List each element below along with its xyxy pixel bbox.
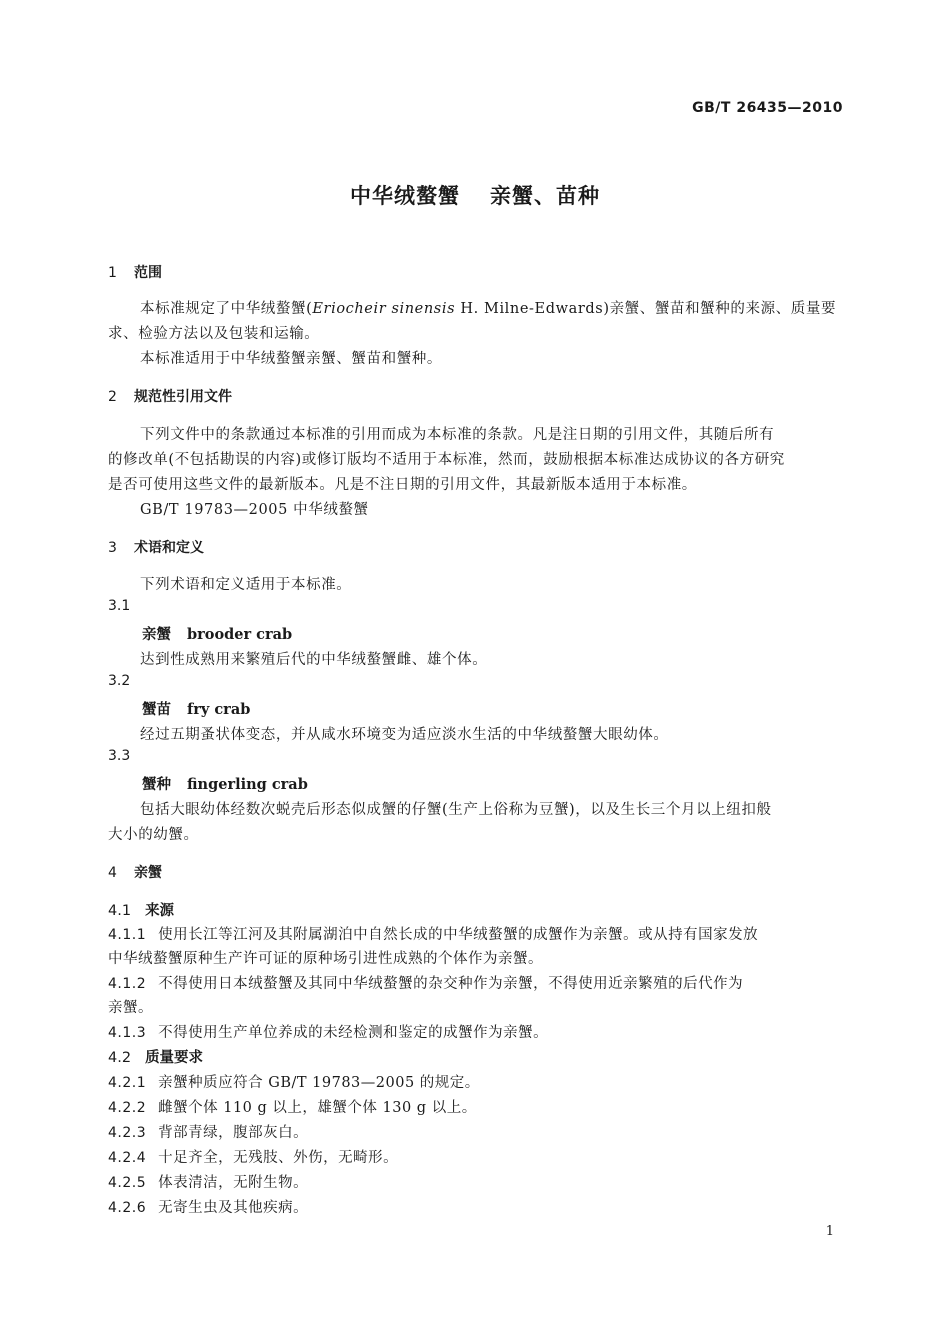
clause-4-1-1-cont: 中华绒螯蟹原种生产许可证的原种场引进性成熟的个体作为亲蟹。: [108, 951, 543, 967]
term-definition: 经过五期蚤状体变态，并从咸水环境变为适应淡水生活的中华绒螯蟹大眼幼体。: [140, 727, 669, 743]
section-4-heading: 4 亲蟹: [108, 865, 162, 881]
section-1-paragraph-1: 本标准规定了中华绒螯蟹(Eriocheir sinensis H. Milne-Edwards)亲蟹、蟹苗和蟹种的来源、质量要: [140, 301, 837, 317]
clause-4-1-2: 4.1.2 不得使用日本绒螯蟹及其同中华绒螯蟹的杂交种作为亲蟹，不得使用近亲繁殖的后代作为: [108, 976, 744, 992]
standard-number: GB/T 26435—2010: [692, 100, 843, 116]
section-1-heading: 1 范围: [108, 265, 162, 281]
title-part-2: 亲蟹、苗种: [490, 184, 600, 208]
term-heading: 亲蟹 brooder crab: [142, 626, 293, 643]
term-number: 3.1: [108, 598, 131, 614]
clause-4-1-1: 4.1.1 使用长江等江河及其附属湖泊中自然长成的中华绒螯蟹的成蟹作为亲蟹。或从持有国家发放: [108, 927, 759, 943]
clause-4-1-3: 4.1.3 不得使用生产单位养成的未经检测和鉴定的成蟹作为亲蟹。: [108, 1025, 549, 1041]
section-1-paragraph-2: 本标准适用于中华绒螯蟹亲蟹、蟹苗和蟹种。: [140, 351, 442, 367]
subsection-4-2-heading: 4.2 质量要求: [108, 1050, 204, 1066]
clause-4-2-6: 4.2.6 无寄生虫及其他疾病。: [108, 1200, 309, 1216]
term-definition-cont: 大小的幼蟹。: [108, 827, 199, 843]
term-number: 3.2: [108, 673, 131, 689]
section-2-paragraph-line-2: 的修改单(不包括勘误的内容)或修订版均不适用于本标准，然而，鼓励根据本标准达成协议的各方研究: [108, 452, 785, 468]
term-number: 3.3: [108, 748, 131, 764]
clause-4-2-2: 4.2.2 雌蟹个体 110 g 以上，雄蟹个体 130 g 以上。: [108, 1100, 477, 1116]
normative-reference: GB/T 19783—2005 中华绒螯蟹: [140, 502, 369, 518]
section-1-paragraph-1-cont: 求、检验方法以及包装和运输。: [108, 326, 320, 342]
term-definition: 包括大眼幼体经数次蜕壳后形态似成蟹的仔蟹(生产上俗称为豆蟹)，以及生长三个月以上纽扣般: [140, 802, 772, 818]
clause-4-2-4: 4.2.4 十足齐全，无残肢、外伤，无畸形。: [108, 1150, 399, 1166]
clause-4-1-2-cont: 亲蟹。: [108, 1000, 153, 1016]
section-2-paragraph-line-1: 下列文件中的条款通过本标准的引用而成为本标准的条款。凡是注日期的引用文件，其随后所有: [140, 427, 775, 443]
page-number: 1: [825, 1224, 834, 1239]
section-2-heading: 2 规范性引用文件: [108, 389, 232, 405]
term-heading: 蟹苗 fry crab: [142, 701, 251, 718]
title-part-1: 中华绒螯蟹: [350, 184, 460, 208]
section-3-intro: 下列术语和定义适用于本标准。: [140, 577, 352, 593]
section-2-paragraph-line-3: 是否可使用这些文件的最新版本。凡是不注日期的引用文件，其最新版本适用于本标准。: [108, 477, 697, 493]
section-3-heading: 3 术语和定义: [108, 540, 204, 556]
term-definition: 达到性成熟用来繁殖后代的中华绒螯蟹雌、雄个体。: [140, 652, 488, 668]
term-heading: 蟹种 fingerling crab: [142, 776, 308, 793]
subsection-4-1-heading: 4.1 来源: [108, 903, 175, 919]
document-title: [0, 180, 950, 210]
clause-4-2-1: 4.2.1 亲蟹种质应符合 GB/T 19783—2005 的规定。: [108, 1075, 480, 1091]
clause-4-2-5: 4.2.5 体表清洁，无附生物。: [108, 1175, 309, 1191]
clause-4-2-3: 4.2.3 背部青绿，腹部灰白。: [108, 1125, 309, 1141]
